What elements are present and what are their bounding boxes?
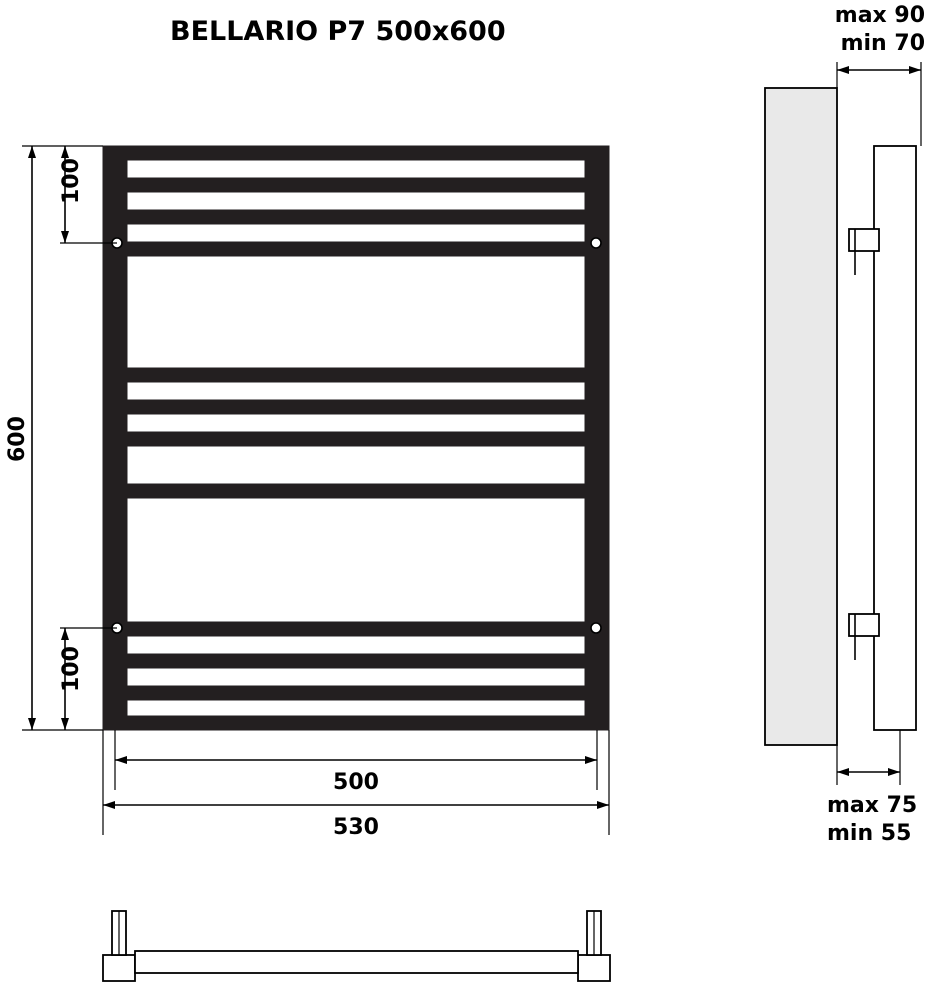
arrow-600-down bbox=[28, 718, 36, 730]
mount-hole-top-right bbox=[591, 238, 601, 248]
dim-label-500: 500 bbox=[333, 770, 379, 795]
dim-label-530: 530 bbox=[333, 815, 379, 840]
rail-3 bbox=[127, 210, 585, 224]
arrow-500-left bbox=[115, 756, 127, 764]
rail-12 bbox=[127, 716, 585, 730]
arrow-side-top-left bbox=[837, 66, 849, 74]
bracket-top bbox=[849, 229, 879, 251]
radiator-profile bbox=[874, 146, 916, 730]
side-bottom-min-label: min 55 bbox=[827, 821, 912, 846]
mount-hole-bottom-right bbox=[591, 623, 601, 633]
arrow-bottom-100-up bbox=[61, 628, 69, 640]
arrow-bottom-100-down bbox=[61, 718, 69, 730]
side-top-min-label: min 70 bbox=[840, 31, 925, 56]
arrow-top-100-down bbox=[61, 231, 69, 243]
side-top-max-label: max 90 bbox=[834, 3, 925, 28]
arrow-500-right bbox=[585, 756, 597, 764]
plan-left-foot bbox=[103, 955, 135, 981]
rail-4 bbox=[127, 242, 585, 256]
side-bottom-max-label: max 75 bbox=[827, 793, 918, 818]
rail-10 bbox=[127, 654, 585, 668]
rail-1 bbox=[127, 146, 585, 160]
arrow-600-up bbox=[28, 146, 36, 158]
front-view bbox=[5, 146, 609, 840]
page-title: BELLARIO Р7 500x600 bbox=[170, 16, 506, 47]
arrow-side-top-right bbox=[909, 66, 921, 74]
rail-11 bbox=[127, 686, 585, 700]
rail-6 bbox=[127, 400, 585, 414]
side-view bbox=[765, 3, 925, 846]
plan-view bbox=[103, 911, 610, 981]
plan-right-foot bbox=[578, 955, 610, 981]
rail-7 bbox=[127, 432, 585, 446]
rail-8 bbox=[127, 484, 585, 498]
bracket-bottom bbox=[849, 614, 879, 636]
wall-block bbox=[765, 88, 837, 745]
dim-label-top-100: 100 bbox=[59, 158, 84, 204]
plan-cross-bar bbox=[135, 951, 578, 973]
arrow-530-right bbox=[597, 801, 609, 809]
arrow-top-100-up bbox=[61, 146, 69, 158]
rail-5 bbox=[127, 368, 585, 382]
arrow-side-bottom-right bbox=[888, 768, 900, 776]
right-post bbox=[585, 146, 609, 730]
arrow-side-bottom-left bbox=[837, 768, 849, 776]
left-post bbox=[103, 146, 127, 730]
dim-label-bottom-100: 100 bbox=[59, 646, 84, 692]
rail-9 bbox=[127, 622, 585, 636]
dim-label-600: 600 bbox=[5, 416, 30, 462]
rail-2 bbox=[127, 178, 585, 192]
arrow-530-left bbox=[103, 801, 115, 809]
